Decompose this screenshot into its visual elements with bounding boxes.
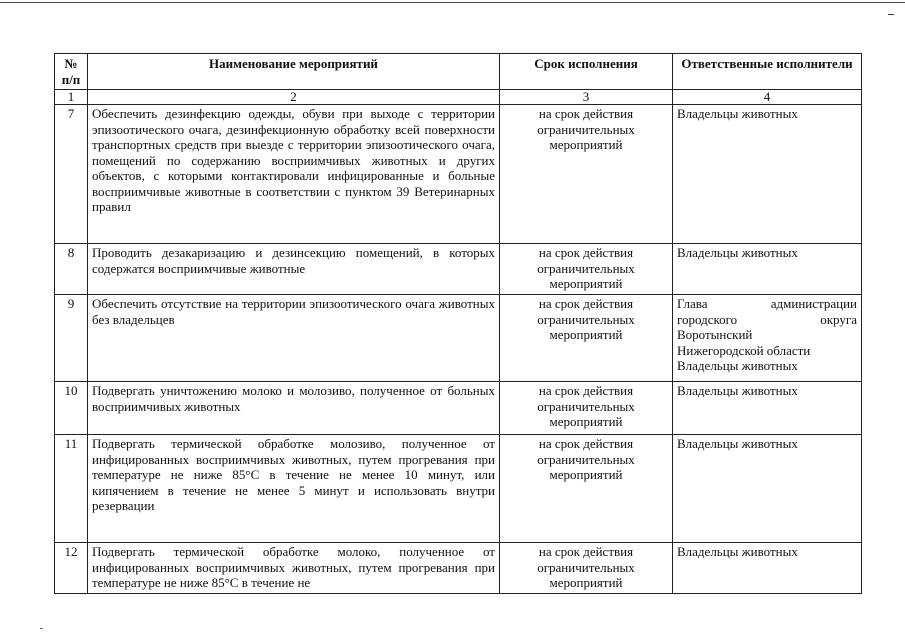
row-activity: Обеспечить дезинфекцию одежды, обуви при выходе с территории эпизоотического очага, дезинфекционную обработку всей поверхности транспортных средств при выезде с территории эпизоотического очага, помещений по содержанию восприимчивых животных и других объектов, с которыми контактировали инфицированные и больные восприимчивые животные в соответствии с пунктом 39 Ветеринарных правил xyxy=(88,105,500,244)
row-executor xyxy=(673,105,862,244)
column-numbers-row xyxy=(55,90,862,105)
table-row xyxy=(55,295,862,382)
executor-line: Воротынский xyxy=(677,327,753,342)
row-executor xyxy=(673,543,862,594)
column-number: 4 xyxy=(673,90,862,105)
scan-speck xyxy=(40,628,43,629)
row-deadline: на срок действия ограничительных мероприятий xyxy=(500,244,673,295)
table-row xyxy=(55,382,862,435)
table-row xyxy=(55,244,862,295)
top-scan-edge-line xyxy=(0,2,905,3)
executor-line: Владельцы животных xyxy=(677,245,798,260)
row-number: 11 xyxy=(55,435,88,543)
row-activity: Проводить дезакаризацию и дезинсекцию помещений, в которых содержатся восприимчивые животные xyxy=(88,244,500,295)
header-executor: Ответственные исполнители xyxy=(673,54,862,90)
top-right-scan-mark xyxy=(888,14,894,15)
row-deadline: на срок действия ограничительных мероприятий xyxy=(500,435,673,543)
column-number: 3 xyxy=(500,90,673,105)
header-num: № п/п xyxy=(55,54,88,90)
row-deadline: на срок действия ограничительных мероприятий xyxy=(500,105,673,244)
header-deadline: Срок исполнения xyxy=(500,54,673,90)
table-row xyxy=(55,543,862,594)
row-deadline: на срок действия ограничительных мероприятий xyxy=(500,382,673,435)
executor-line: Владельцы животных xyxy=(677,358,798,373)
row-executor xyxy=(673,244,862,295)
executor-line: Глава администрации xyxy=(677,296,857,311)
row-activity: Обеспечить отсутствие на территории эпизоотического очага животных без владельцев xyxy=(88,295,500,382)
executor-line: Нижегородской области xyxy=(677,342,811,358)
table-row xyxy=(55,435,862,543)
row-executor xyxy=(673,295,862,382)
executor-line: Владельцы животных xyxy=(677,383,798,398)
executor-line: Владельцы животных xyxy=(677,106,798,121)
executor-line: городского округа xyxy=(677,311,857,327)
table-header-row xyxy=(55,54,862,90)
row-number: 8 xyxy=(55,244,88,295)
executor-line: Владельцы животных xyxy=(677,436,798,451)
row-executor xyxy=(673,435,862,543)
table-row xyxy=(55,105,862,244)
row-number: 9 xyxy=(55,295,88,382)
row-executor xyxy=(673,382,862,435)
row-activity: Подвергать термической обработке молоко, полученное от инфицированных восприимчивых животных, путем прогревания при температуре не ниже 85°С в течение не xyxy=(88,543,500,594)
header-activity: Наименование мероприятий xyxy=(88,54,500,90)
row-number: 12 xyxy=(55,543,88,594)
column-number: 1 xyxy=(55,90,88,105)
row-activity: Подвергать уничтожению молоко и молозиво, полученное от больных восприимчивых животных xyxy=(88,382,500,435)
row-number: 7 xyxy=(55,105,88,244)
column-number: 2 xyxy=(88,90,500,105)
row-deadline: на срок действия ограничительных мероприятий xyxy=(500,543,673,594)
executor-line: Владельцы животных xyxy=(677,544,798,559)
row-deadline: на срок действия ограничительных мероприятий xyxy=(500,295,673,382)
measures-table xyxy=(54,53,862,594)
row-number: 10 xyxy=(55,382,88,435)
row-activity: Подвергать термической обработке молозиво, полученное от инфицированных восприимчивых животных, путем прогревания при температуре не ниже 85°С в течение не менее 10 минут, или кипячением в течение не менее 5 минут и использовать внутри резервации xyxy=(88,435,500,543)
